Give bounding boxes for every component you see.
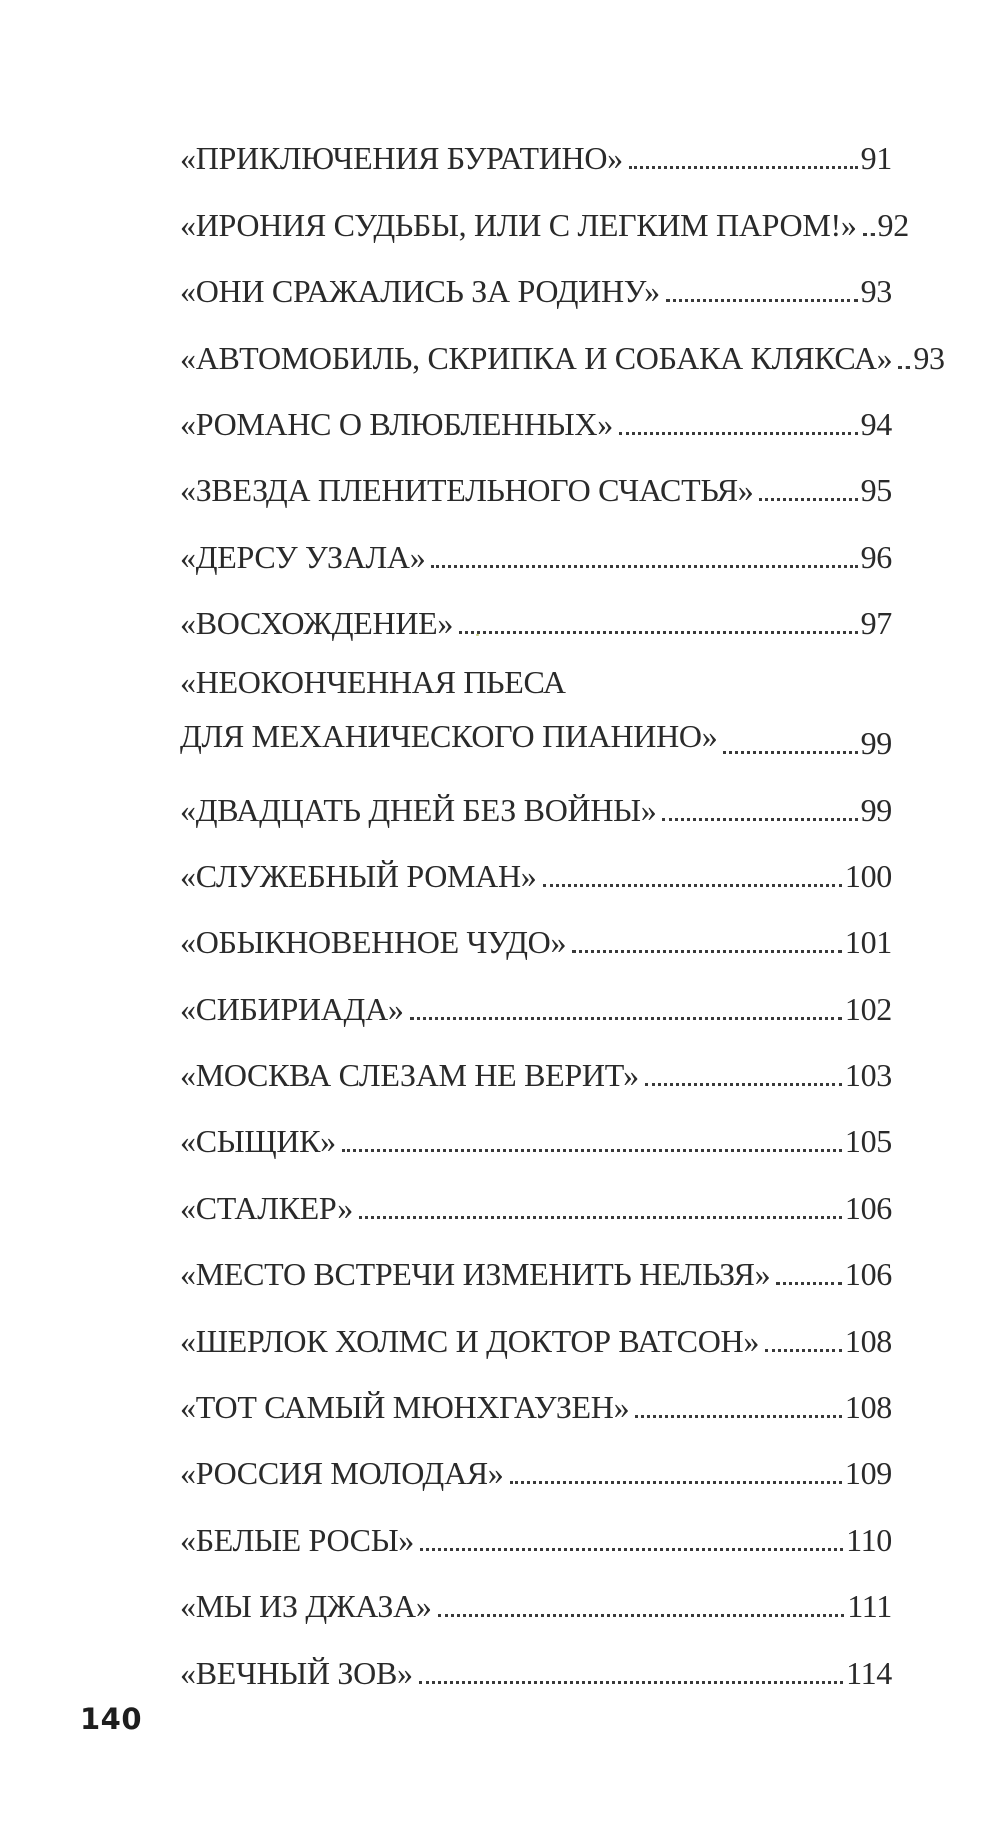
toc-entry-title: «РОССИЯ МОЛОДАЯ» (180, 1455, 504, 1492)
toc-entry-page: 93 (913, 339, 945, 376)
dot-leader (419, 1681, 843, 1684)
toc-entry-page: 96 (860, 538, 892, 575)
toc-entry-title: «ШЕРЛОК ХОЛМС И ДОКТОР ВАТСОН» (180, 1322, 760, 1359)
toc-entry-title: «ТОТ САМЫЙ МЮНХГАУЗЕН» (180, 1389, 630, 1426)
dot-leader (431, 565, 857, 568)
toc-entry-page: 94 (860, 405, 892, 442)
toc-entry-title: «СИБИРИАДА» (180, 990, 404, 1027)
toc-entry (180, 896, 892, 962)
dot-leader (543, 884, 842, 887)
toc-entry (180, 1560, 892, 1626)
toc-entry-page: 111 (847, 1588, 892, 1625)
toc-entry (180, 1095, 892, 1161)
toc-entry (180, 1427, 892, 1493)
toc-entry (180, 378, 892, 444)
table-of-contents (180, 112, 945, 1693)
toc-entry-title: «АВТОМОБИЛЬ, СКРИПКА И СОБАКА КЛЯКСА» (180, 339, 893, 376)
toc-entry (180, 311, 945, 377)
dot-leader (759, 498, 857, 501)
toc-entry-page: 105 (844, 1123, 892, 1160)
toc-entry-page: 97 (860, 605, 892, 642)
dot-leader (359, 1216, 842, 1219)
dot-leader (635, 1415, 842, 1418)
toc-entry (180, 444, 892, 510)
toc-entry-page: 108 (844, 1389, 892, 1426)
toc-entry (180, 112, 892, 178)
toc-entry-title: «МОСКВА СЛЕЗАМ НЕ ВЕРИТ» (180, 1057, 639, 1094)
toc-entry-page: 99 (860, 791, 892, 828)
toc-entry-page: 114 (846, 1654, 892, 1691)
toc-entry (180, 577, 892, 643)
toc-entry-title: «БЕЛЫЕ РОСЫ» (180, 1521, 414, 1558)
toc-entry-title: «СЫЩИК» (180, 1123, 336, 1160)
dot-leader (420, 1548, 843, 1551)
toc-entry-page: 93 (860, 273, 892, 310)
toc-entry-title: «ОНИ СРАЖАЛИСЬ ЗА РОДИНУ» (180, 273, 660, 310)
toc-entry (180, 245, 892, 311)
toc-entry (180, 830, 892, 896)
dot-leader (776, 1282, 842, 1285)
dot-leader (666, 299, 858, 302)
toc-entry (180, 1361, 892, 1427)
toc-entry-title: «МЫ ИЗ ДЖАЗА» (180, 1588, 432, 1625)
toc-entry-page: 99 (860, 725, 892, 762)
toc-entry-page: 95 (860, 472, 892, 509)
dot-leader (619, 432, 858, 435)
toc-entry-page: 108 (844, 1322, 892, 1359)
toc-entry-page: 91 (860, 140, 892, 177)
toc-entry-page: 100 (844, 857, 892, 894)
toc-entry-title: «МЕСТО ВСТРЕЧИ ИЗМЕНИТЬ НЕЛЬЗЯ» (180, 1256, 771, 1293)
dot-leader (765, 1349, 842, 1352)
toc-entry-title-line: «НЕОКОНЧЕННАЯ ПЬЕСА (180, 664, 566, 701)
toc-entry-title: «ВЕЧНЫЙ ЗОВ» (180, 1654, 413, 1691)
toc-entry-page: 106 (844, 1189, 892, 1226)
toc-entry (180, 1626, 892, 1692)
dot-leader (723, 751, 857, 754)
dot-leader (342, 1149, 842, 1152)
toc-entry-title: «ВОСХОЖДЕНИЕ» (180, 605, 454, 642)
toc-entry (180, 763, 892, 829)
toc-entry (180, 1029, 892, 1095)
toc-entry-page: 110 (846, 1521, 892, 1558)
toc-entry-page: 101 (844, 924, 892, 961)
dot-leader (510, 1481, 842, 1484)
toc-entry-page: 102 (844, 990, 892, 1027)
toc-entry (180, 1294, 892, 1360)
dot-leader (629, 166, 858, 169)
toc-entry-page: 106 (844, 1256, 892, 1293)
dot-leader (898, 366, 910, 369)
toc-entry-title: «ПРИКЛЮЧЕНИЯ БУРАТИНО» (180, 140, 623, 177)
toc-entry (180, 510, 892, 576)
toc-entry-title: «ДВАДЦАТЬ ДНЕЙ БЕЗ ВОЙНЫ» (180, 791, 657, 828)
toc-entry-title-line: ДЛЯ МЕХАНИЧЕСКОГО ПИАНИНО» (180, 718, 718, 755)
toc-entry-title: «ИРОНИЯ СУДЬБЫ, ИЛИ С ЛЕГКИМ ПАРОМ!» (180, 206, 857, 243)
dot-leader (410, 1017, 842, 1020)
toc-entry-title: «РОМАНС О ВЛЮБЛЕННЫХ» (180, 405, 613, 442)
toc-entry-page: 103 (844, 1057, 892, 1094)
dot-leader (572, 950, 842, 953)
toc-entry-title: «ОБЫКНОВЕННОЕ ЧУДО» (180, 924, 567, 961)
toc-entry (180, 1493, 892, 1559)
toc-entry (180, 178, 909, 244)
dot-leader (438, 1614, 845, 1617)
dot-leader (863, 233, 875, 236)
toc-entry (180, 643, 892, 763)
toc-entry (180, 962, 892, 1028)
toc-entry-title: «СТАЛКЕР» (180, 1189, 353, 1226)
toc-entry (180, 1228, 892, 1294)
toc-entry-title: «ЗВЕЗДА ПЛЕНИТЕЛЬНОГО СЧАСТЬЯ» (180, 472, 754, 509)
paper-speck (476, 634, 479, 636)
dot-leader (662, 818, 857, 821)
toc-entry-title: «СЛУЖЕБНЫЙ РОМАН» (180, 857, 537, 894)
toc-entry-title: «ДЕРСУ УЗАЛА» (180, 538, 426, 575)
toc-entry-title (180, 655, 717, 763)
toc-entry-page: 92 (877, 206, 909, 243)
dot-leader (645, 1083, 842, 1086)
dot-leader (459, 631, 858, 634)
toc-entries (180, 112, 945, 1693)
page-number: 140 (80, 1702, 143, 1736)
toc-entry-page: 109 (844, 1455, 892, 1492)
toc-entry (180, 1161, 892, 1227)
